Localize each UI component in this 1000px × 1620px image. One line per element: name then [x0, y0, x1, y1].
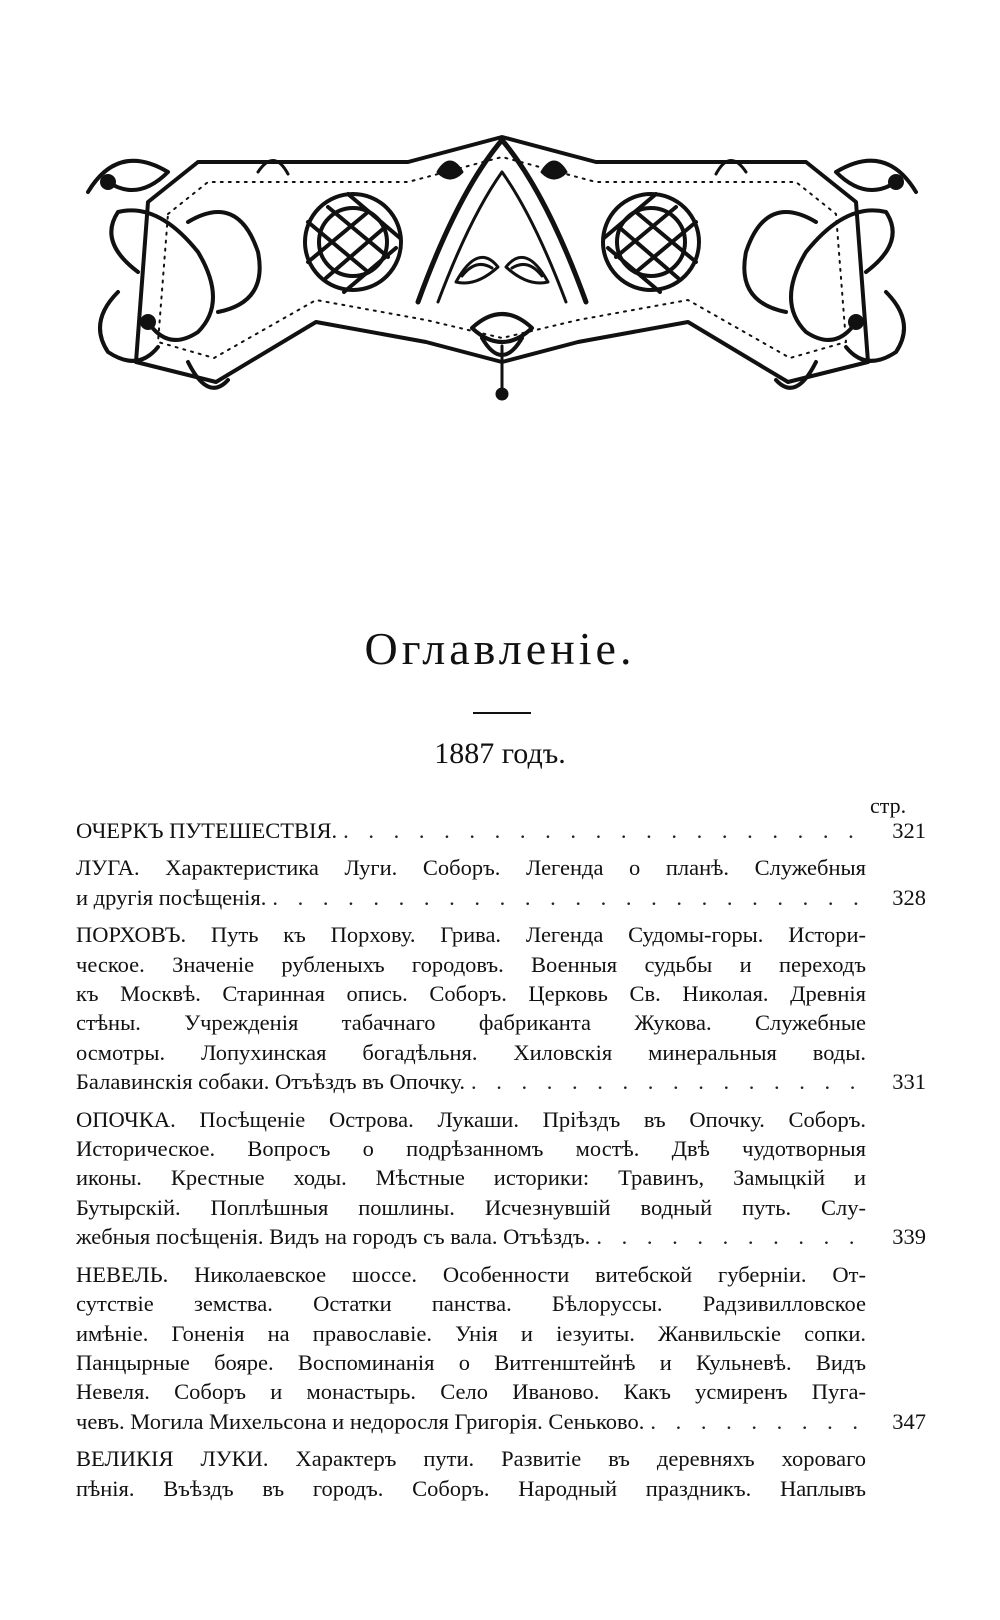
toc-line	[76, 1222, 926, 1251]
toc-entry	[76, 920, 926, 1096]
toc-line	[76, 1319, 926, 1348]
dot-leader	[596, 1222, 866, 1251]
toc-entry	[76, 816, 926, 845]
dot-leader	[343, 816, 866, 845]
toc-line	[76, 1444, 926, 1473]
toc-line	[76, 1260, 926, 1289]
toc-line-text: иконы. Крестные ходы. Мѣстные историки: Травинъ, Замыцкій и	[76, 1165, 866, 1191]
year-heading: 1887 годъ.	[434, 737, 566, 770]
toc-line-text: ПОРХОВЪ. Путь къ Порхову. Грива. Легенда Судомы-горы. Истори-	[76, 922, 866, 948]
toc-line	[76, 1474, 926, 1503]
toc-line-text: осмотры. Лопухинская богадѣльня. Хиловскія минеральныя воды.	[76, 1039, 866, 1065]
toc-page-number: 339	[892, 1224, 926, 1250]
ornamental-headpiece	[78, 132, 926, 402]
toc-line-text: ОЧЕРКЪ ПУТЕШЕСТВІЯ.	[76, 818, 338, 843]
toc-line	[76, 1134, 926, 1163]
toc-line	[76, 920, 926, 949]
toc-line	[76, 883, 926, 912]
toc-line-text: стѣны. Учрежденія табачнаго фабриканта Жукова. Служебные	[76, 1010, 866, 1036]
toc-line-text: и другія посѣщенія.	[76, 884, 267, 910]
toc-line-text: Бутырскій. Поплѣшныя пошлины. Исчезнувшій водный путь. Слу-	[76, 1194, 866, 1220]
toc-line	[76, 1105, 926, 1134]
toc-page-number: 321	[892, 818, 926, 843]
toc-line-text: сутствіе земства. Остатки панства. Бѣлоруссы. Радзивилловское	[76, 1291, 866, 1317]
dot-leader	[272, 883, 866, 912]
toc-line-text: ОПОЧКА. Посѣщеніе Острова. Лукаши. Пріѣздъ въ Опочку. Соборъ.	[76, 1106, 866, 1132]
toc-line-text: Историческое. Вопросъ о подрѣзанномъ мостѣ. Двѣ чудотворныя	[76, 1136, 866, 1162]
toc-line	[76, 1038, 926, 1067]
toc-line-text: пѣнія. Въѣздъ въ городъ. Соборъ. Народный праздникъ. Наплывъ	[76, 1475, 866, 1501]
toc-line	[76, 1193, 926, 1222]
toc-line-text: Балавинскія собаки. Отъѣздъ въ Опочку.	[76, 1069, 466, 1095]
toc-line-text: ЛУГА. Характеристика Луги. Соборъ. Легенда о планѣ. Служебныя	[76, 855, 866, 881]
toc-line	[76, 816, 926, 845]
toc-line	[76, 950, 926, 979]
toc-page-number: 328	[892, 884, 926, 910]
page-title: Оглавленіе.	[364, 623, 636, 674]
title-divider	[473, 712, 531, 714]
table-of-contents	[76, 816, 926, 1511]
toc-line-text: къ Москвѣ. Старинная опись. Соборъ. Церковь Св. Николая. Древнія	[76, 981, 866, 1007]
toc-line-text: чевъ. Могила Михельсона и недоросля Григорія. Сеньково.	[76, 1408, 645, 1434]
toc-entry	[76, 1260, 926, 1436]
toc-entry	[76, 853, 926, 912]
toc-line	[76, 1067, 926, 1096]
toc-line-text: Невеля. Соборъ и монастырь. Село Иваново. Какъ усмиренъ Пуга-	[76, 1379, 866, 1405]
toc-page-number: 331	[892, 1069, 926, 1095]
toc-line	[76, 1163, 926, 1192]
toc-line-text: НЕВЕЛЬ. Николаевское шоссе. Особенности витебской губерніи. От-	[76, 1261, 866, 1287]
dot-leader	[471, 1067, 866, 1096]
toc-line	[76, 1407, 926, 1436]
toc-entry	[76, 1444, 926, 1503]
toc-line	[76, 979, 926, 1008]
toc-entry	[76, 1105, 926, 1252]
toc-page-number: 347	[892, 1408, 926, 1434]
toc-line-text: ческое. Значеніе рубленыхъ городовъ. Военныя судьбы и переходъ	[76, 951, 866, 977]
toc-line	[76, 853, 926, 882]
toc-line	[76, 1008, 926, 1037]
toc-line-text: ВЕЛИКІЯ ЛУКИ. Характеръ пути. Развитіе въ деревняхъ хороваго	[76, 1446, 866, 1472]
toc-line-text: Панцырные бояре. Воспоминанія о Витгенштейнѣ и Кульневѣ. Видъ	[76, 1349, 866, 1375]
toc-line	[76, 1289, 926, 1318]
dot-leader	[650, 1407, 866, 1436]
toc-line-text: имѣніе. Гоненія на православіе. Унія и іезуиты. Жанвильскіе сопки.	[76, 1320, 866, 1346]
toc-line	[76, 1348, 926, 1377]
toc-line	[76, 1377, 926, 1406]
page-column-label: стр.	[870, 793, 907, 818]
toc-line-text: жебныя посѣщенія. Видъ на городъ съ вала. Отъѣздъ.	[76, 1224, 591, 1250]
